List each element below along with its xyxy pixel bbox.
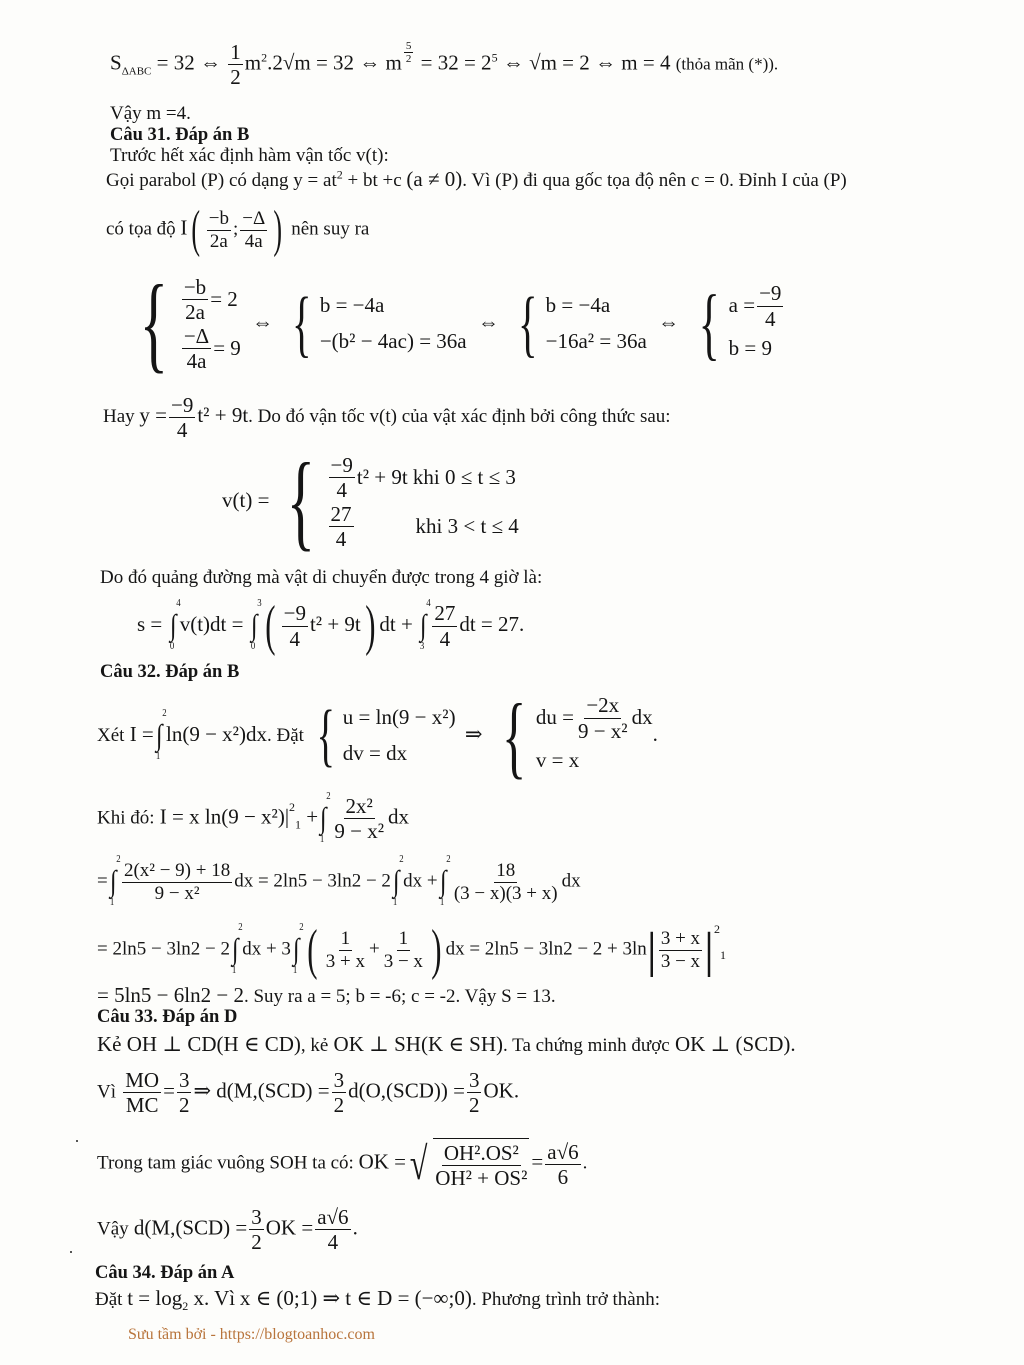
area-equation: $S_{\Delta ABC} = 32$ ⇔ $\frac{1}{2}$ $m^2.2√m = 32$ ⇔ m $^{\frac{5}{2}}$ = $32 = 2^5$ ⇔ √m = 2 ⇔ m = 4 (thỏa mãn (*)). [110, 39, 779, 90]
footer-source: Sưu tầm bởi - https://blogtoanhoc.com [128, 1326, 375, 1343]
integration-by-parts: Khi đó: I = x $\ln(9 - x^2)|^2_1$ +∫ 2 1 $\frac{\text{2x²}}{\text{9 − x²}}$ dx [97, 789, 409, 845]
heading-cau-34: Câu 34. Đáp án A [95, 1263, 235, 1283]
conclusion-m: Vậy m =4. [110, 103, 191, 124]
perpendicular-line: Kẻ OH ⊥ CD(H ∈ CD), kẻ OK ⊥ SH(K ∈ SH). Ta chứng minh được OK ⊥ (SCD). [97, 1032, 796, 1056]
parabol-line: Gọi parabol (P) có dạng $y = at^2$ + bt +c (a ≠ 0). Vì (P) đi qua gốc tọa độ nên c = 0. Đỉnh I của (P) [106, 167, 847, 191]
scan-speck [70, 1251, 72, 1253]
distance-integral: s = ∫ 4 0 v(t)dt = ∫ 3 0 ( $\frac{-9}{4}$ t² + 9t) dt + ∫ 4 3 $\frac{27}{4}$ dt = 27. [137, 595, 525, 657]
text-line: Do đó quảng đường mà vật di chuyển được trong 4 giờ là: [100, 567, 543, 588]
velocity-piecewise: v(t) = { $\frac{-9}{4}$ t² + 9t khi 0 ≤ t ≤ 3 $\frac{27}{4}$ khi 3 < t ≤ 4 [222, 442, 519, 561]
scan-speck [76, 1140, 78, 1142]
parabol-result: Hay y = $\frac{-9}{4}$ t² + 9t. Do đó vận tốc v(t) của vật xác định bởi công thức sau: [103, 393, 671, 443]
text-line: Trước hết xác định hàm vận tốc v(t): [110, 145, 389, 166]
equation-system-1: { $\frac{-b}{2a}$ = 2 $\frac{-\Delta}{4a}$ = 9 ⇔ { b = −4a −(b² − 4ac) = 36a ⇔ { b = −4a −16a² = 36a ⇔ { a = $\frac{-9}{4}$ b = 9 [139, 264, 782, 383]
integral-setup: Xét I =∫ 2 1 ln(9 − x²)dx. Đặt { u = ln(9 − x²) dv = dx ⇒ { du = $\frac{-2x}{\text{9 − x²}}$ dx v = x . [97, 685, 658, 787]
heading-cau-31: Câu 31. Đáp án B [110, 125, 250, 145]
integral-result: = 5ln5 − 6ln2 − 2. Suy ra a = 5; b = -6; c = -2. Vậy S = 13. [97, 983, 556, 1007]
vertex-line: có tọa độ I( $\frac{-b}{2a}$ ; $\frac{-\Delta}{4a}$ ) nên suy ra [106, 201, 370, 258]
triangle-sqrt: Trong tam giác vuông SOH ta có: OK =√ $\frac{\text{OH².OS²}}{\text{OH² + OS²}}$ = $\frac{a√6}{6}$ . [97, 1137, 588, 1191]
distance-ratio: Vì $\frac{MO}{MC}$ = $\frac{3}{2}$ ⇒ d(M,(SCD) = $\frac{3}{2}$ d(O,(SCD)) = $\frac{3}{2}$ OK. [97, 1068, 520, 1118]
integral-step-3: = 2ln5 − 3ln2 − 2∫ 2 1 dx + 3∫ 2 1 ( $\frac{1}{3 + x}$ + $\frac{1}{3 - x}$ ) dx = 2ln5 − 3ln2 − 2 + 3ln| $\frac{3 + x}{3 - x}$ $|^2_1$ [97, 919, 727, 981]
heading-cau-33: Câu 33. Đáp án D [97, 1007, 238, 1027]
substitution-line: Đặt $t = \log_2 x$. Vì x ∈ (0;1) ⇒ t ∈ D = (−∞;0). Phương trình trở thành: [95, 1286, 661, 1313]
final-distance: Vậy d(M,(SCD) = $\frac{3}{2}$ OK = $\frac{a√6}{4}$ . [97, 1205, 358, 1255]
integral-step-2: =∫ 2 1 $\frac{\text{2(x² − 9) + 18}}{\text{9 − x²}}$ dx = 2ln5 − 3ln2 − 2∫ 2 1 dx +∫ 2 1 $\frac{18}{(3 - x)(3 + x)}$ dx [97, 853, 581, 909]
heading-cau-32: Câu 32. Đáp án B [100, 662, 240, 682]
